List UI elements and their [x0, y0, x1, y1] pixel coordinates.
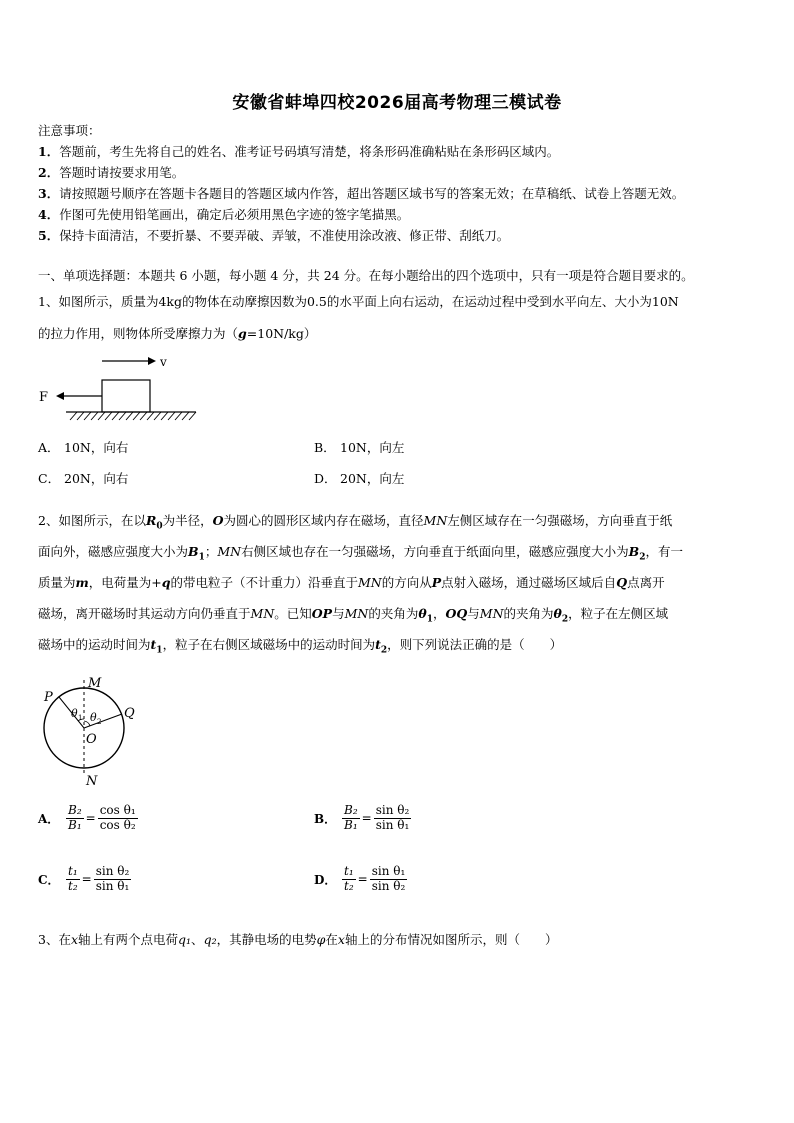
section-heading: 一、单项选择题：本题共 6 小题，每小题 4 分，共 24 分。在每小题给出的四个选项中，只有一项是符合题目要求的。: [38, 268, 694, 283]
notice-heading: 注意事项：: [38, 123, 101, 138]
label-m: M: [88, 676, 102, 691]
q2-figure: [38, 672, 148, 790]
label-theta2-sub: 2: [97, 718, 102, 726]
page-title: 安徽省蚌埠四校2026届高考物理三模试卷: [232, 93, 562, 113]
q2-text-line3: 质量为m，电荷量为+q的带电粒子（不计重力）沿垂直于MN的方向从P点射入磁场，通过磁场区域后自Q点离开: [38, 575, 665, 590]
notice-item: 4．作图可先使用铅笔画出，确定后必须用黑色字迹的签字笔描黑。: [38, 207, 410, 222]
q1-option-b[interactable]: B． 10N，向左: [314, 440, 405, 455]
label-n: N: [86, 774, 98, 789]
q1-text-line1: 1、如图所示，质量为4kg的物体在动摩擦因数为0.5的水平面上向右运动，在运动过程中受到水平向左、大小为10N: [38, 294, 679, 309]
label-p: P: [44, 690, 53, 705]
q2-text-line5: 磁场中的运动时间为$t_1$，粒子在右侧区域磁场中的运动时间为$t_2$，则下列说法正确的是（ ）: [38, 637, 563, 656]
label-q: Q: [124, 706, 135, 721]
q2-option-c[interactable]: C． $\frac{\text{t₁}}{\text{t₂}}$ = $\frac{\text{sin θ₂}}{\text{sin θ₁}}$: [38, 864, 130, 893]
q2-text-line2: 面向外，磁感应强度大小为$B_1$；MN右侧区域也存在一匀强磁场，方向垂直于纸面向里，磁感应强度大小为$B_2$，有一: [38, 544, 683, 563]
q1-option-a[interactable]: A． 10N，向右: [38, 440, 129, 455]
label-theta2: θ: [90, 711, 97, 724]
block: [102, 380, 150, 412]
force-label: F: [39, 390, 49, 405]
q2-option-b[interactable]: B． $\frac{\text{B₂}}{\text{B₁}}$ = $\frac{\text{sin θ₂}}{\text{sin θ₁}}$: [314, 803, 410, 832]
q2-text-line4: 磁场，离开磁场时其运动方向仍垂直于MN。已知OP与MN的夹角为$\theta_1$，OQ与MN的夹角为$\theta_2$，粒子在左侧区域: [38, 606, 669, 625]
notice-item: 5．保持卡面清洁，不要折暴、不要弄破、弄皱，不准使用涂改液、修正带、刮纸刀。: [38, 228, 510, 243]
q1-figure: [36, 350, 206, 425]
notice-item: 3．请按照题号顺序在答题卡各题目的答题区域内作答，超出答题区域书写的答案无效；在草稿纸、试卷上答题无效。: [38, 186, 685, 201]
q3-text: 3、在x轴上有两个点电荷q₁、q₂，其静电场的电势φ在x轴上的分布情况如图所示，则（ ）: [38, 932, 558, 947]
q2-option-a[interactable]: A． $\frac{\text{B₂}}{\text{B₁}}$ = $\frac{\text{cos θ₁}}{\text{cos θ₂}}$: [38, 803, 136, 832]
force-arrowhead: [56, 392, 64, 400]
label-o: O: [86, 732, 97, 747]
q1-option-c[interactable]: C． 20N，向右: [38, 471, 129, 486]
notice-item: 1．答题前，考生先将自己的姓名、准考证号码填写清楚，将条形码准确粘贴在条形码区域内。: [38, 144, 560, 159]
label-theta1-sub: 1: [78, 714, 83, 722]
q2-text-line1: 2、如图所示，在以$R_0$为半径，O为圆心的圆形区域内存在磁场，直径MN左侧区域存在一匀强磁场，方向垂直于纸: [38, 513, 673, 532]
velocity-arrowhead: [148, 357, 156, 365]
ground-hatching: [70, 412, 196, 420]
q1-text-line2: 的拉力作用，则物体所受摩擦力为（g=10N/kg）: [38, 326, 317, 341]
velocity-label: v: [160, 355, 167, 369]
label-theta1: θ: [71, 707, 78, 720]
q1-option-d[interactable]: D． 20N，向左: [314, 471, 405, 486]
q2-option-d[interactable]: D． $\frac{\text{t₁}}{\text{t₂}}$ = $\frac{\text{sin θ₁}}{\text{sin θ₂}}$: [314, 864, 406, 893]
notice-item: 2．答题时请按要求用笔。: [38, 165, 185, 180]
